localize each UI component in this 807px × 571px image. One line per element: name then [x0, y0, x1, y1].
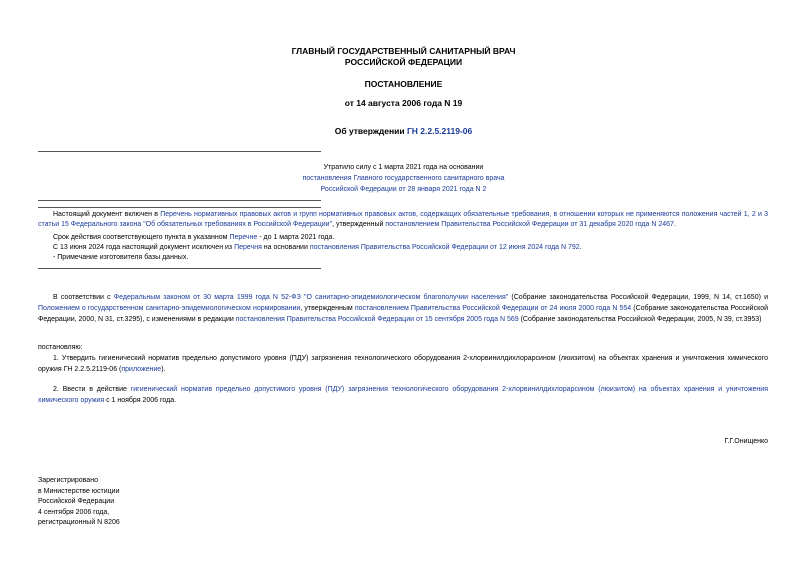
editor-note-paragraph-1: Настоящий документ включен в Перечень нормативных правовых актов и групп нормативных правовых актов, содержащих обязательные требования, в отношении которых не применяются положения частей 1, 2 и 3 статьи 15 Федерального закона "Об обязательных требованиях в Российской Федерации", утвержденный постановлением Правительства Российской Федерации от 31 декабря 2020 года N 2467.	[38, 211, 768, 229]
repeal-notice-link-1[interactable]: постановления Главного государственного санитарного врача	[302, 174, 505, 182]
list-link[interactable]: Перечне	[229, 234, 258, 241]
divider	[38, 207, 321, 208]
hygienic-standard-link[interactable]: гигиенический норматив предельно допустимого уровня (ПДУ) загрязнения технологического оборудования 2-хлорвинилдихлорарсином (люизитом) на объектах хранения и уничтожения химического оружия	[38, 386, 768, 404]
editor-note-paragraph-3: С 13 июня 2024 года настоящий документ исключен из Перечня на основании постановления Правительства Российской Федерации от 12 июня 2024 года N 792.	[53, 244, 582, 251]
item-2-paragraph: 2. Ввести в действие гигиенический норматив предельно допустимого уровня (ПДУ) загрязнения технологического оборудования 2-хлорвинилдихлорарсином (люизитом) на объектах хранения и уничтожения химического оружия с 1 ноября 2006 года.	[38, 386, 768, 404]
document-title	[0, 126, 807, 137]
signature: Г.Г.Онищенко	[724, 438, 768, 445]
document-date: от 14 августа 2006 года N 19	[344, 98, 463, 108]
editor-note-paragraph-4: - Примечание изготовителя базы данных.	[53, 254, 189, 261]
appendix-link[interactable]: приложение	[121, 365, 162, 373]
list-link-2[interactable]: Перечня	[234, 244, 262, 251]
registration-line-5: регистрационный N 8206	[38, 519, 120, 526]
registration-line-1: Зарегистрировано	[38, 477, 98, 484]
repeal-notice-line-1: Утратило силу с 1 марта 2021 года на основании	[323, 164, 484, 171]
government-decree-792-link[interactable]: постановления Правительства Российской Федерации от 12 июня 2024 года N 792	[309, 244, 580, 251]
resolution-word: постановляю:	[38, 344, 83, 351]
registration-line-3: Российской Федерации	[38, 498, 115, 505]
document-type: ПОСТАНОВЛЕНИЕ	[364, 79, 443, 89]
federal-law-52-link[interactable]: Федеральным законом от 30 марта 1999 года N 52-ФЗ "О санитарно-эпидемиологическом благополучии населения"	[113, 294, 509, 301]
item-1-paragraph: 1. Утвердить гигиенический норматив предельно допустимого уровня (ПДУ) загрязнения технологического оборудования 2-хлорвинилдихлорарсином (люизитом) на объектах хранения и уничтожения химического оружия ГН 2.2.5.2119-06 (приложение).	[38, 355, 768, 373]
issuer-line-1: ГЛАВНЫЙ ГОСУДАРСТВЕННЫЙ САНИТАРНЫЙ ВРАЧ	[291, 46, 516, 56]
divider	[38, 200, 321, 201]
exemption-list-link[interactable]: Перечень нормативных правовых актов и групп нормативных правовых актов, содержащих обязательные требования, в отношении которых не применяются положения частей 1, 2 и 3 статьи 15 Федерального закона "Об обязательных требованиях в Российской Федерации"	[38, 211, 768, 229]
registration-block	[38, 476, 120, 529]
divider	[38, 268, 321, 269]
registration-line-2: в Министерстве юстиции	[38, 487, 120, 495]
issuer-line-2: РОССИЙСКОЙ ФЕДЕРАЦИИ	[344, 57, 463, 68]
government-decree-569-link[interactable]: постановления Правительства Российской Федерации от 15 сентября 2005 года N 569	[235, 315, 519, 323]
regulation-link[interactable]: Положением о государственном санитарно-эпидемиологическом нормировании	[38, 304, 301, 312]
issuer-title	[0, 46, 807, 68]
repeal-notice	[0, 163, 807, 196]
editor-note-paragraph-2: Срок действия соответствующего пункта в указанном Перечне - до 1 марта 2021 года.	[53, 234, 335, 241]
divider	[38, 151, 321, 152]
government-decree-554-link[interactable]: постановлением Правительства Российской Федерации от 24 июля 2000 года N 554	[354, 304, 632, 312]
preamble-paragraph: В соответствии с Федеральным законом от 30 марта 1999 года N 52-ФЗ "О санитарно-эпидемиологическом благополучии населения" (Собрание законодательства Российской Федерации, 1999, N 14, ст.1650) и Положением о государственном санитарно-эпидемиологическом нормировании, утвержденным постановлением Правительства Российской Федерации от 24 июля 2000 года N 554 (Собрание законодательства Российской Федерации, 2000, N 31, ст.3295), с изменениями в редакции постановления Правительства Российской Федерации от 15 сентября 2005 года N 569 (Собрание законодательства Российской Федерации, 2005, N 39, ст.3953)	[38, 294, 769, 323]
registration-line-4: 4 сентября 2006 года,	[38, 508, 110, 516]
title-standard-link[interactable]: ГН 2.2.5.2119-06	[406, 126, 473, 136]
government-decree-2467-link[interactable]: постановлением Правительства Российской Федерации от 31 декабря 2020 года N 2467	[385, 221, 674, 229]
repeal-notice-link-2[interactable]: Российской Федерации от 28 января 2021 года N 2	[320, 185, 487, 193]
title-prefix: Об утверждении	[334, 126, 407, 136]
